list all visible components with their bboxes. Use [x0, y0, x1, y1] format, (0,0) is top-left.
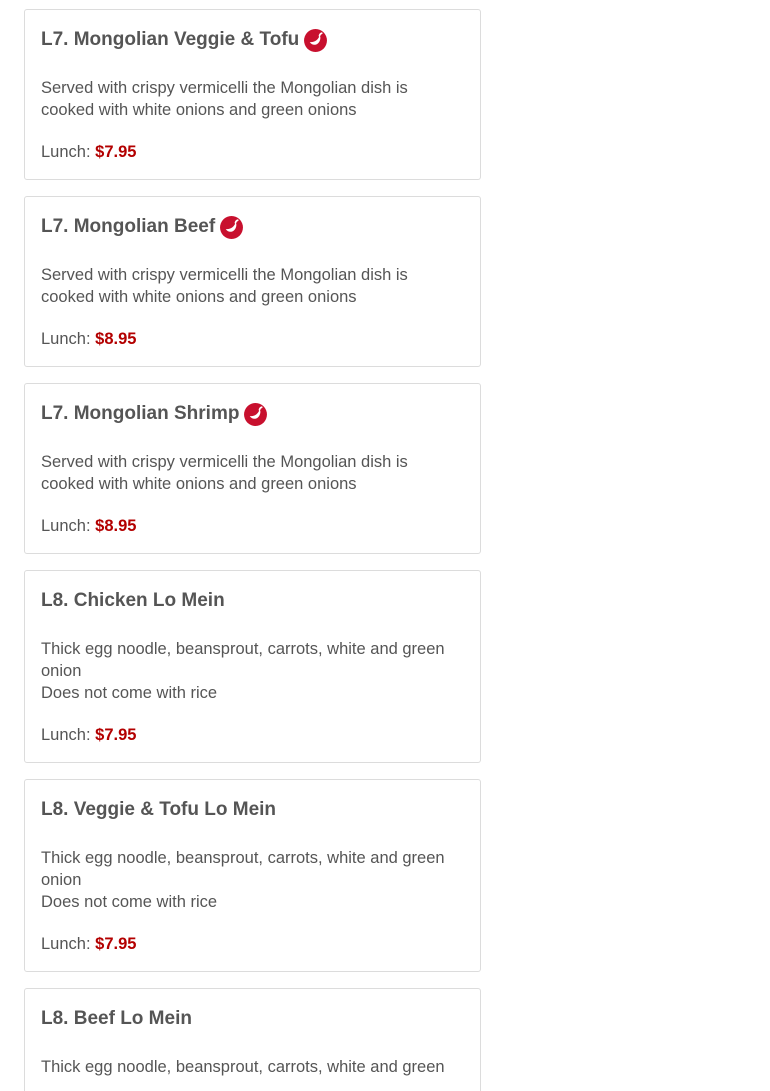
menu-item-header	[41, 588, 464, 614]
chili-pepper-icon	[243, 402, 268, 427]
menu-item-title: L7. Mongolian Beef	[41, 216, 216, 237]
menu-item-header	[41, 27, 464, 53]
menu-item-header	[41, 797, 464, 823]
price-value: $7.95	[95, 143, 137, 161]
menu-item-description: Thick egg noodle, beansprout, carrots, white and green onion Does not come with rice	[41, 640, 445, 702]
menu-item-title: L8. Chicken Lo Mein	[41, 590, 225, 611]
price-value: $7.95	[95, 935, 137, 953]
price-label: Lunch:	[41, 935, 91, 953]
menu-item-description: Served with crispy vermicelli the Mongolian dish is cooked with white onions and green onions	[41, 79, 408, 119]
price-value: $7.95	[95, 726, 137, 744]
menu-item-title: L7. Mongolian Veggie & Tofu	[41, 29, 300, 50]
menu-item-description: Thick egg noodle, beansprout, carrots, white and green	[41, 1058, 445, 1076]
menu-item-card[interactable]	[24, 383, 481, 554]
price-label: Lunch:	[41, 726, 91, 744]
menu-item-price-row	[41, 933, 464, 955]
menu-item-price-row	[41, 724, 464, 746]
menu-item-card[interactable]	[24, 988, 481, 1091]
chili-pepper-icon	[303, 28, 328, 53]
menu-item-description: Served with crispy vermicelli the Mongolian dish is cooked with white onions and green onions	[41, 266, 408, 306]
price-label: Lunch:	[41, 517, 91, 535]
price-label: Lunch:	[41, 143, 91, 161]
menu-item-description: Thick egg noodle, beansprout, carrots, white and green onion Does not come with rice	[41, 849, 445, 911]
menu-item-price-row	[41, 515, 464, 537]
menu-item-title: L8. Beef Lo Mein	[41, 1008, 192, 1029]
menu-item-header	[41, 401, 464, 427]
menu-item-card[interactable]	[24, 196, 481, 367]
price-value: $8.95	[95, 330, 137, 348]
price-value: $8.95	[95, 517, 137, 535]
menu-item-card[interactable]	[24, 9, 481, 180]
price-label: Lunch:	[41, 330, 91, 348]
chili-pepper-icon	[219, 215, 244, 240]
menu-item-price-row	[41, 141, 464, 163]
menu-item-title: L7. Mongolian Shrimp	[41, 403, 240, 424]
menu-item-header	[41, 214, 464, 240]
menu-item-header	[41, 1006, 464, 1032]
menu-item-description: Served with crispy vermicelli the Mongolian dish is cooked with white onions and green onions	[41, 453, 408, 493]
menu-item-card[interactable]	[24, 779, 481, 972]
menu-item-list	[24, 9, 481, 1091]
menu-item-price-row	[41, 328, 464, 350]
menu-item-title: L8. Veggie & Tofu Lo Mein	[41, 799, 277, 820]
menu-item-card[interactable]	[24, 570, 481, 763]
